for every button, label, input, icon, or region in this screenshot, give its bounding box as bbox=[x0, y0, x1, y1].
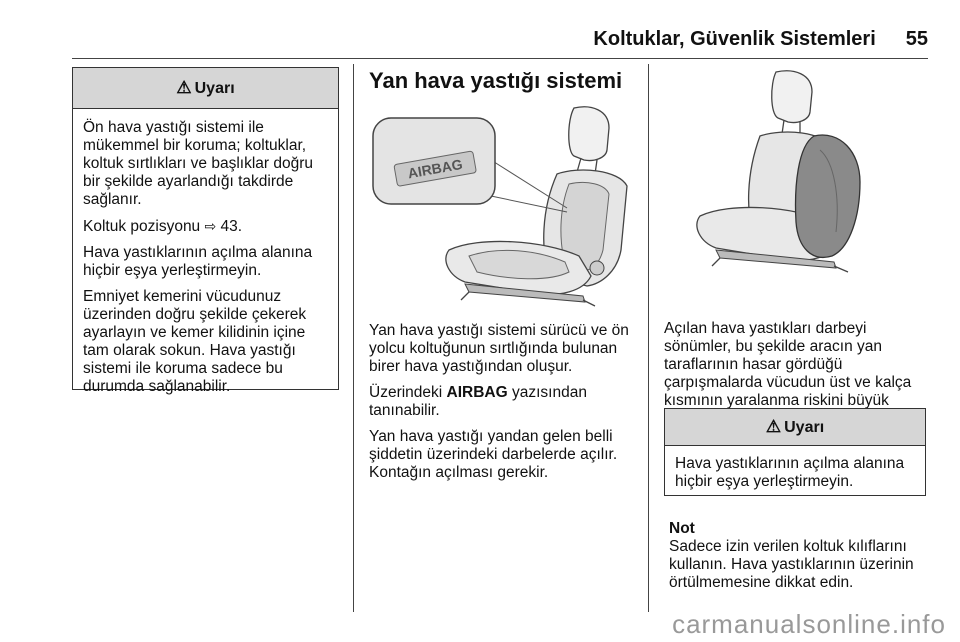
header-rule bbox=[72, 58, 928, 59]
paragraph: Yan hava yastığı sistemi sürücü ve ön yolcu koltuğunun sırtlığında bulunan birer hava yastığından oluşur. bbox=[369, 322, 629, 375]
paragraph: Açılan hava yastıkları darbeyi sönümler, bu şekilde aracın yan taraflarının hasar gördüğü çarpışmalarda vücudun üst ve kalça kısmının yaralanma riskini büyük bbox=[664, 320, 912, 409]
column-divider-2 bbox=[648, 64, 649, 612]
airbag-term: AIRBAG bbox=[446, 384, 508, 401]
watermark: carmanualsonline.info bbox=[672, 609, 946, 639]
warning-triangle-icon: ⚠ bbox=[765, 417, 782, 436]
warning-box-right bbox=[664, 408, 926, 496]
warning-label: Uyarı bbox=[194, 80, 235, 97]
seat-position-ref: Koltuk pozisyonu ⇨ 43. bbox=[83, 218, 243, 235]
warning-body bbox=[665, 446, 925, 491]
seat-airbag-figure bbox=[369, 100, 632, 310]
column-divider-1 bbox=[353, 64, 354, 612]
side-airbag-shape bbox=[796, 135, 860, 257]
note-text: Sadece izin verilen koltuk kılıflarını kullanın. Hava yastıklarının üzerinin örtülmemesine dikkat edin. bbox=[669, 538, 914, 591]
warning-paragraph: Hava yastıklarının açılma alanına hiçbir eşya yerleştirmeyin. bbox=[83, 244, 313, 279]
middle-text bbox=[369, 322, 641, 490]
seat-illustration bbox=[369, 100, 632, 310]
section-heading: Yan hava yastığı sistemi bbox=[369, 68, 623, 93]
airbag-label-text: AIRBAG bbox=[406, 155, 464, 182]
note-title: Not bbox=[669, 520, 695, 537]
warning-paragraph: Hava yastıklarının açılma alanına hiçbir eşya yerleştirmeyin. bbox=[675, 455, 905, 490]
deployed-seat-illustration bbox=[664, 66, 926, 278]
warning-paragraph: Emniyet kemerini vücudunuz üzerinden doğru şekilde çekerek ayarlayın ve kemer kilidinin içine tam olarak sokun. Hava yastığı sistemi ile koruma sadece bu durumda sağlanabilir. bbox=[83, 288, 307, 395]
warning-box-left bbox=[72, 67, 339, 395]
deployed-airbag-figure bbox=[664, 66, 926, 278]
page-ref-number: 43. bbox=[220, 218, 243, 235]
header-title: Koltuklar, Güvenlik Sistemleri bbox=[593, 28, 876, 50]
page-header bbox=[0, 28, 928, 51]
page-ref-arrow-icon: ⇨ bbox=[204, 218, 217, 234]
warning-label: Uyarı bbox=[784, 419, 825, 436]
warning-triangle-icon: ⚠ bbox=[176, 78, 192, 97]
warning-header bbox=[665, 409, 925, 446]
warning-header bbox=[73, 68, 338, 109]
note-block bbox=[669, 520, 931, 592]
page-number: 55 bbox=[905, 28, 928, 50]
paragraph: Üzerindeki AIRBAG yazısından tanınabilir. bbox=[369, 384, 587, 419]
warning-paragraph: Ön hava yastığı sistemi ile mükemmel bir koruma; koltuklar, koltuk sırtlıkları ve başlıklar doğru bir şekilde ayarlandığı takdirde sağlanır. bbox=[83, 119, 314, 208]
paragraph: Yan hava yastığı yandan gelen belli şiddetin üzerindeki darbelerde açılır. Kontağın açılması gerekir. bbox=[369, 428, 618, 481]
warning-body bbox=[73, 109, 338, 396]
